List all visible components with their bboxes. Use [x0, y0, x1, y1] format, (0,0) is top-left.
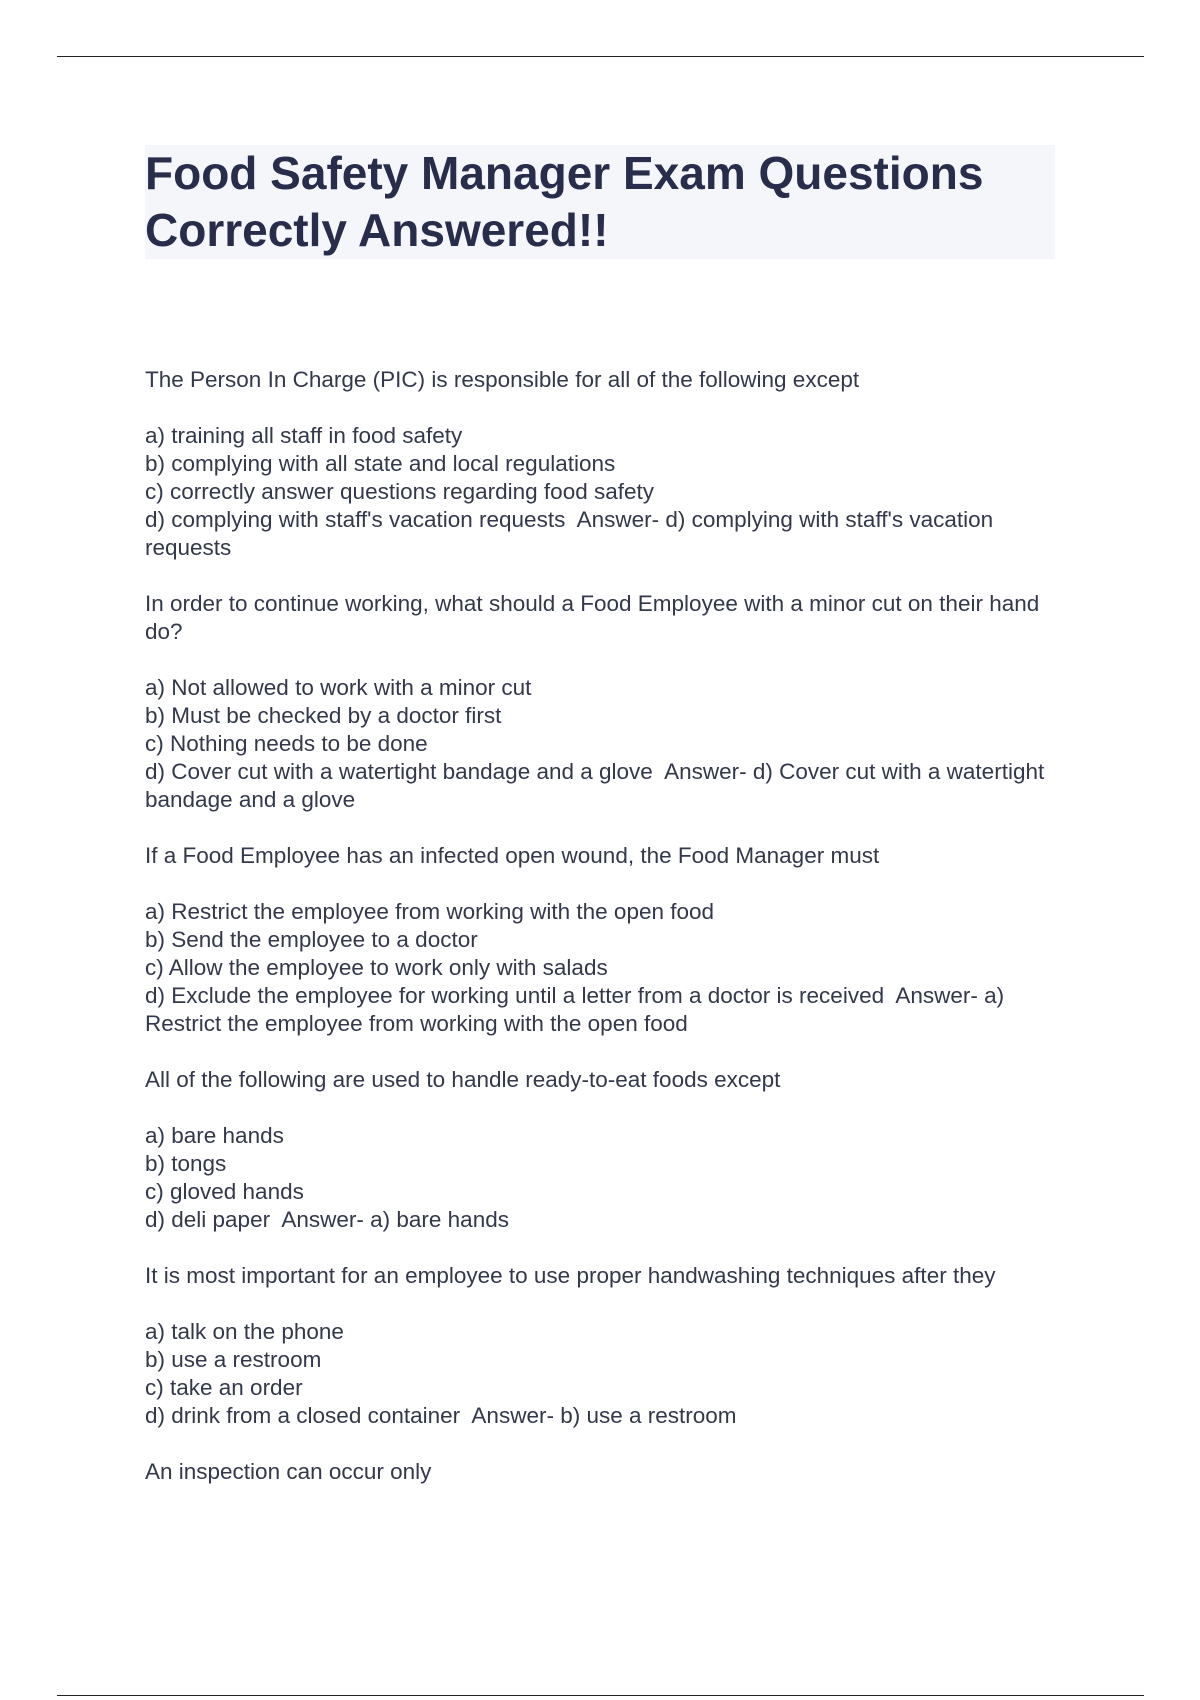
answer-option: a) Restrict the employee from working with the open food: [145, 899, 715, 924]
correct-answer: Answer- b) use a restroom: [471, 1403, 737, 1428]
question-item: [145, 366, 1065, 562]
answer-option: b) tongs: [145, 1151, 227, 1176]
answer-option-text: d) Cover cut with a watertight bandage and a glove: [145, 759, 653, 784]
answer-option-last: [145, 506, 1065, 562]
question-item: [145, 1458, 1065, 1486]
answer-option-last: [145, 1402, 1065, 1430]
answer-option-last: [145, 982, 1065, 1038]
answer-option: a) bare hands: [145, 1123, 284, 1148]
question-prompt: It is most important for an employee to use proper handwashing techniques after they: [145, 1263, 996, 1288]
answer-option: a) training all staff in food safety: [145, 423, 463, 448]
answer-option: b) complying with all state and local regulations: [145, 451, 616, 476]
correct-answer: Answer- d) complying with staff's vacation requests: [145, 507, 1000, 560]
question-item: [145, 1262, 1065, 1430]
answer-option: c) Allow the employee to work only with salads: [145, 955, 608, 980]
answer-option: c) correctly answer questions regarding food safety: [145, 479, 654, 504]
answer-option-text: d) complying with staff's vacation requests: [145, 507, 566, 532]
answer-option: c) Nothing needs to be done: [145, 731, 428, 756]
correct-answer: Answer- a) bare hands: [281, 1207, 509, 1232]
answer-option: c) take an order: [145, 1375, 303, 1400]
question-prompt: In order to continue working, what should a Food Employee with a minor cut on their hand do?: [145, 591, 1046, 644]
question-item: [145, 590, 1065, 814]
document-title: Food Safety Manager Exam Questions Correctly Answered!!: [145, 147, 984, 256]
answer-option-text: d) Exclude the employee for working until a letter from a doctor is received: [145, 983, 885, 1008]
question-item: [145, 1066, 1065, 1234]
footer-rule: [57, 1695, 1144, 1696]
answer-option: b) Must be checked by a doctor first: [145, 703, 502, 728]
answer-option-text: d) deli paper: [145, 1207, 271, 1232]
header-rule: [57, 56, 1144, 57]
title-block: [145, 145, 1055, 259]
question-item: [145, 842, 1065, 1038]
question-prompt: The Person In Charge (PIC) is responsible for all of the following except: [145, 367, 860, 392]
answer-option: a) talk on the phone: [145, 1319, 344, 1344]
correct-answer: Answer- a) Restrict the employee from working with the open food: [145, 983, 1011, 1036]
correct-answer: Answer- d) Cover cut with a watertight bandage and a glove: [145, 759, 1051, 812]
question-prompt: An inspection can occur only: [145, 1459, 432, 1484]
questions-list: [145, 366, 1065, 1514]
answer-option-last: [145, 758, 1065, 814]
answer-option: b) use a restroom: [145, 1347, 322, 1372]
answer-option: b) Send the employee to a doctor: [145, 927, 478, 952]
answer-option: a) Not allowed to work with a minor cut: [145, 675, 532, 700]
answer-option-last: [145, 1206, 1065, 1234]
question-prompt: If a Food Employee has an infected open wound, the Food Manager must: [145, 843, 880, 868]
question-prompt: All of the following are used to handle ready-to-eat foods except: [145, 1067, 781, 1092]
answer-option: c) gloved hands: [145, 1179, 304, 1204]
answer-option-text: d) drink from a closed container: [145, 1403, 461, 1428]
